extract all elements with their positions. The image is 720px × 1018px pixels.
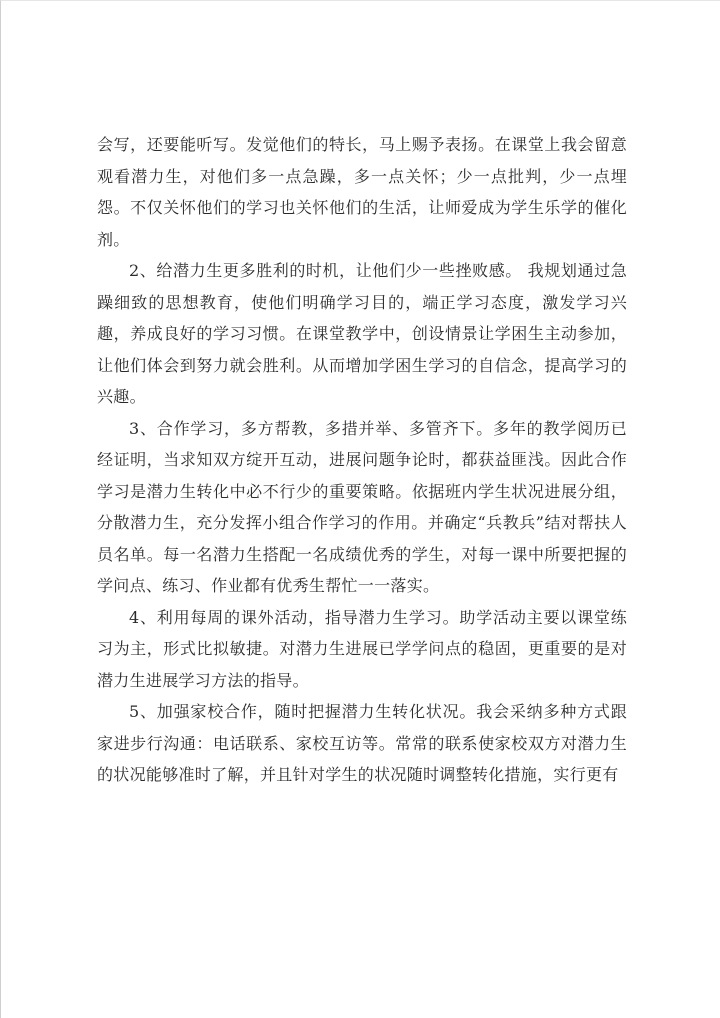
- document-body: [97, 129, 627, 791]
- paragraph-continuation: 会写，还要能听写。发觉他们的特长，马上赐予表扬。在课堂上我会留意观看潜力生，对他们多一点急躁，多一点关怀；少一点批判，少一点埋怨。不仅关怀他们的学习也关怀他们的生活，让师爱成为学生乐学的催化剂。: [97, 135, 627, 249]
- paragraph-item-3: 3、合作学习，多方帮教，多措并举、多管齐下。多年的教学阅历已经证明，当求知双方绽开互动，进展问题争论时，都获益匪浅。因此合作学习是潜力生转化中必不行少的重要策略。依据班内学生状况进展分组，分散潜力生，充分发挥小组合作学习的作用。并确定“兵教兵”结对帮扶人员名单。每一名潜力生搭配一名成绩优秀的学生，对每一课中所要把握的学问点、练习、作业都有优秀生帮忙一一落实。: [97, 418, 627, 595]
- paragraph-item-2: 2、给潜力生更多胜利的时机，让他们少一些挫败感。 我规划通过急躁细致的思想教育，使他们明确学习目的，端正学习态度，激发学习兴趣，养成良好的学习习惯。在课堂教学中，创设情景让学困生主动参加，让他们体会到努力就会胜利。从而增加学困生学习的自信念，提高学习的兴趣。: [97, 261, 627, 406]
- paragraph-item-5: 5、加强家校合作，随时把握潜力生转化状况。我会采纳多种方式跟家进步行沟通：电话联系、家校互访等。常常的联系使家校双方对潜力生的状况能够准时了解，并且针对学生的状况随时调整转化措施，实行更有: [97, 702, 627, 784]
- paragraph-item-4: 4、利用每周的课外活动，指导潜力生学习。助学活动主要以课堂练习为主，形式比拟敏捷。对潜力生进展已学学问点的稳固，更重要的是对潜力生进展学习方法的指导。: [97, 607, 627, 690]
